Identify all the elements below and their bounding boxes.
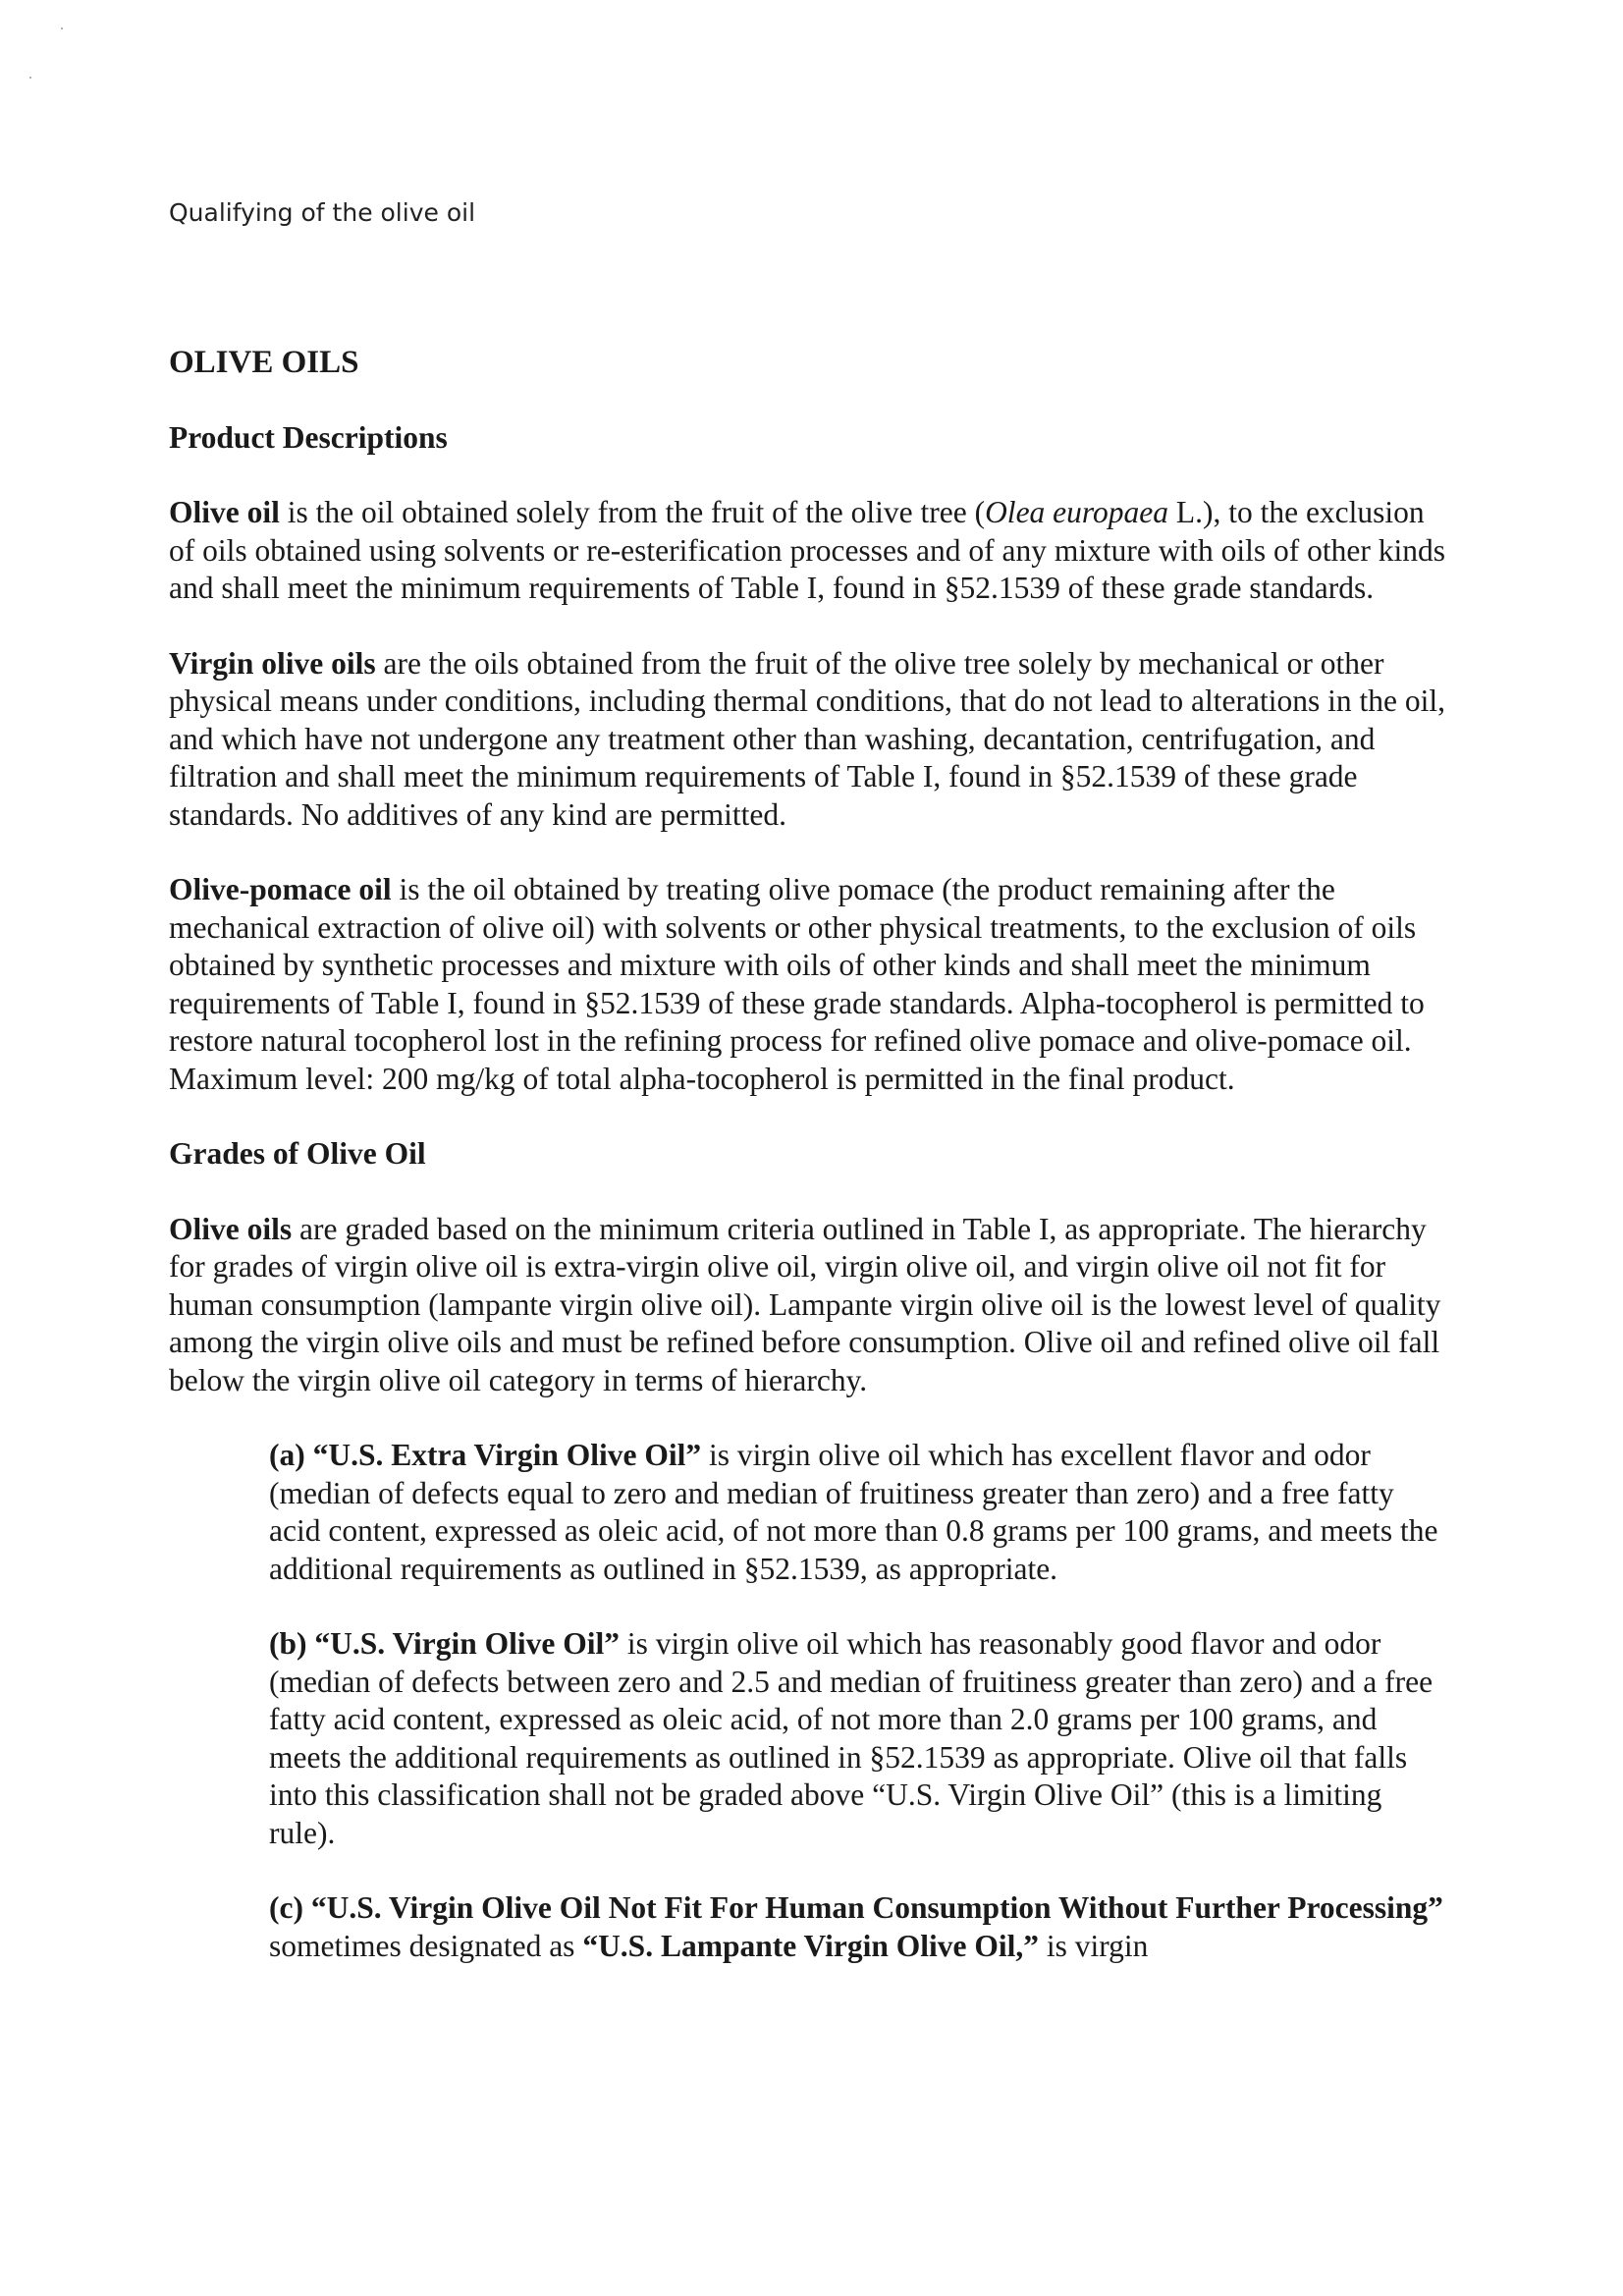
- term-virgin-olive-oils: Virgin olive oils: [169, 645, 376, 681]
- term-olive-oils: Olive oils: [169, 1211, 293, 1246]
- header-note: Qualifying of the olive oil: [169, 198, 476, 227]
- document-title: OLIVE OILS: [169, 345, 359, 380]
- species-name: Olea europaea: [985, 495, 1168, 529]
- term-olive-pomace-oil: Olive-pomace oil: [169, 872, 392, 906]
- paragraph-grade-b: (b) “U.S. Virgin Olive Oil” is virgin olive oil which has reasonably good flavor and odor (median of defects between zero and 2.5 and median of fruitiness greater than zero) and a free fatty acid content, expressed as oleic acid, of not more than 2.0 grams per 100 grams, and meets the additional requirements as outlined in §52.1539 as appropriate. Olive oil that falls into this classification shall not be graded above “U.S. Virgin Olive Oil” (this is a limiting rule).: [269, 1626, 1434, 1850]
- paragraph-grade-c: (c) “U.S. Virgin Olive Oil Not Fit For Human Consumption Without Further Processing” sometimes designated as “U.S. Lampante Virgin Olive Oil,” is virgin: [269, 1890, 1443, 1963]
- section-heading-grades: Grades of Olive Oil: [169, 1136, 426, 1171]
- term-grade-a: (a) “U.S. Extra Virgin Olive Oil”: [269, 1438, 702, 1472]
- scan-speck: [29, 77, 31, 79]
- document-body: [169, 344, 1445, 2002]
- paragraph-grade-a: (a) “U.S. Extra Virgin Olive Oil” is virgin olive oil which has excellent flavor and odor (median of defects equal to zero and median of fruitiness greater than zero) and a free fatty acid content, expressed as oleic acid, of not more than 0.8 grams per 100 grams, and meets the additional requirements as outlined in §52.1539, as appropriate.: [269, 1438, 1438, 1586]
- paragraph-grades-intro: Olive oils are graded based on the minimum criteria outlined in Table I, as appropriate. The hierarchy for grades of virgin olive oil is extra-virgin olive oil, virgin olive oil, and virgin olive oil not fit for human consumption (lampante virgin olive oil). Lampante virgin olive oil is the lowest level of quality among the virgin olive oils and must be refined before consumption. Olive oil and refined olive oil fall below the virgin olive oil category in terms of hierarchy.: [169, 1211, 1441, 1397]
- term-grade-b: (b) “U.S. Virgin Olive Oil”: [269, 1626, 621, 1661]
- section-heading-product-descriptions: Product Descriptions: [169, 419, 448, 455]
- paragraph-olive-oil: Olive oil is the oil obtained solely from the fruit of the olive tree (Olea europaea L.), to the exclusion of oils obtained using solvents or re-esterification processes and of any mixture with oils of other kinds and shall meet the minimum requirements of Table I, found in §52.1539 of these grade standards.: [169, 495, 1445, 605]
- term-lampante: “U.S. Lampante Virgin Olive Oil,”: [582, 1928, 1039, 1963]
- term-grade-c: (c) “U.S. Virgin Olive Oil Not Fit For Human Consumption Without Further Processing”: [269, 1890, 1443, 1925]
- paragraph-virgin-olive-oils: Virgin olive oils are the oils obtained from the fruit of the olive tree solely by mechanical or other physical means under conditions, including thermal conditions, that do not lead to alterations in the oil, and which have not undergone any treatment other than washing, decantation, centrifugation, and filtration and shall meet the minimum requirements of Table I, found in §52.1539 of these grade standards. No additives of any kind are permitted.: [169, 645, 1445, 832]
- scan-speck: [61, 27, 63, 29]
- term-olive-oil: Olive oil: [169, 495, 280, 529]
- paragraph-olive-pomace-oil: Olive-pomace oil is the oil obtained by treating olive pomace (the product remaining after the mechanical extraction of olive oil) with solvents or other physical treatments, to the exclusion of oils obtained by synthetic processes and mixture with oils of other kinds and shall meet the minimum requirements of Table I, found in §52.1539 of these grade standards. Alpha-tocopherol is permitted to restore natural tocopherol lost in the refining process for refined olive pomace and olive-pomace oil. Maximum level: 200 mg/kg of total alpha-tocopherol is permitted in the final product.: [169, 872, 1425, 1096]
